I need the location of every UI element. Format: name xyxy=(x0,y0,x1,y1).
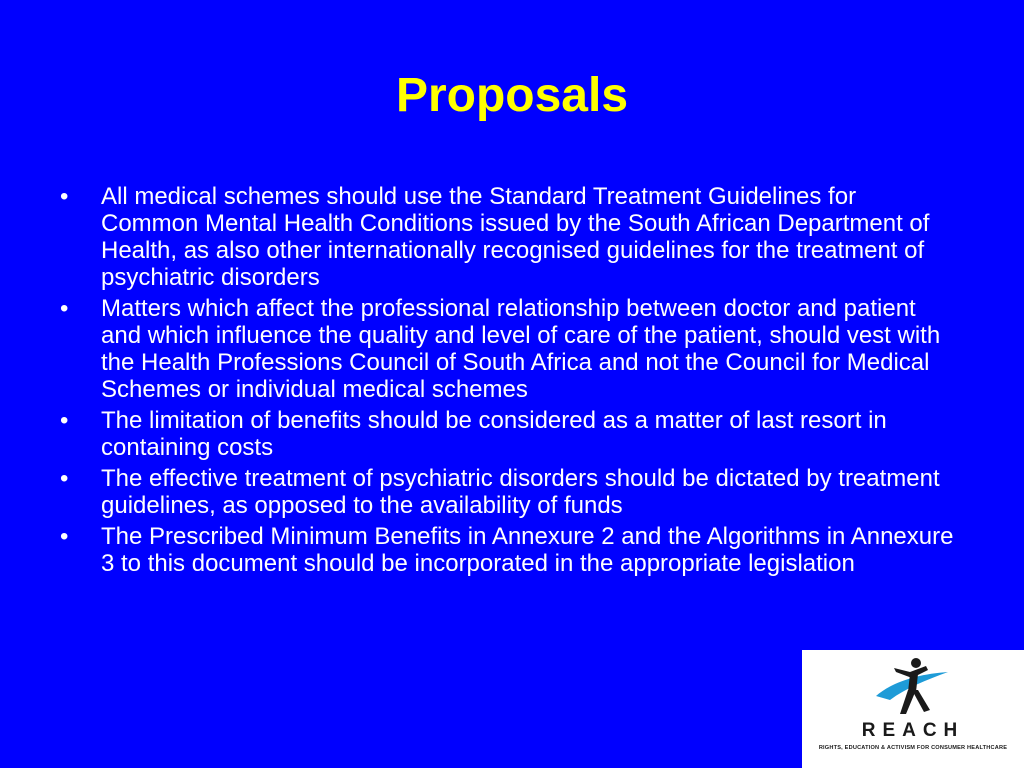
bullet-mark: • xyxy=(60,523,69,550)
bullet-mark: • xyxy=(60,183,69,210)
bullet-mark: • xyxy=(60,295,69,322)
logo-wordmark: REACH xyxy=(861,720,965,741)
bullet-item xyxy=(60,523,960,577)
bullet-text: The limitation of benefits should be considered as a matter of last resort in containing costs xyxy=(101,407,887,461)
bullet-text: The Prescribed Minimum Benefits in Annexure 2 and the Algorithms in Annexure 3 to this document should be incorporated in the appropriate legislation xyxy=(101,523,954,577)
bullet-item xyxy=(60,407,960,461)
bullet-item xyxy=(60,465,960,519)
reach-figure-icon xyxy=(872,656,952,718)
bullet-text: The effective treatment of psychiatric disorders should be dictated by treatment guidelines, as opposed to the availability of funds xyxy=(101,465,940,519)
bullet-item xyxy=(60,295,960,403)
bullet-mark: • xyxy=(60,465,69,492)
bullet-list xyxy=(60,183,960,581)
bullet-mark: • xyxy=(60,407,69,434)
logo-tagline: RIGHTS, EDUCATION & ACTIVISM FOR CONSUMER HEALTHCARE xyxy=(818,745,1008,751)
bullet-item xyxy=(60,183,960,291)
reach-logo xyxy=(802,650,1024,768)
slide-title: Proposals xyxy=(395,69,629,122)
bullet-text: Matters which affect the professional relationship between doctor and patient and which influence the quality and level of care of the patient, should vest with the Health Professions Council of South Africa and not the Council for Medical Schemes or individual medical schemes xyxy=(101,295,941,403)
bullet-text: All medical schemes should use the Standard Treatment Guidelines for Common Mental Health Conditions issued by the South African Department of Health, as also other internationally recognised guidelines for the treatment of psychiatric disorders xyxy=(101,183,930,291)
